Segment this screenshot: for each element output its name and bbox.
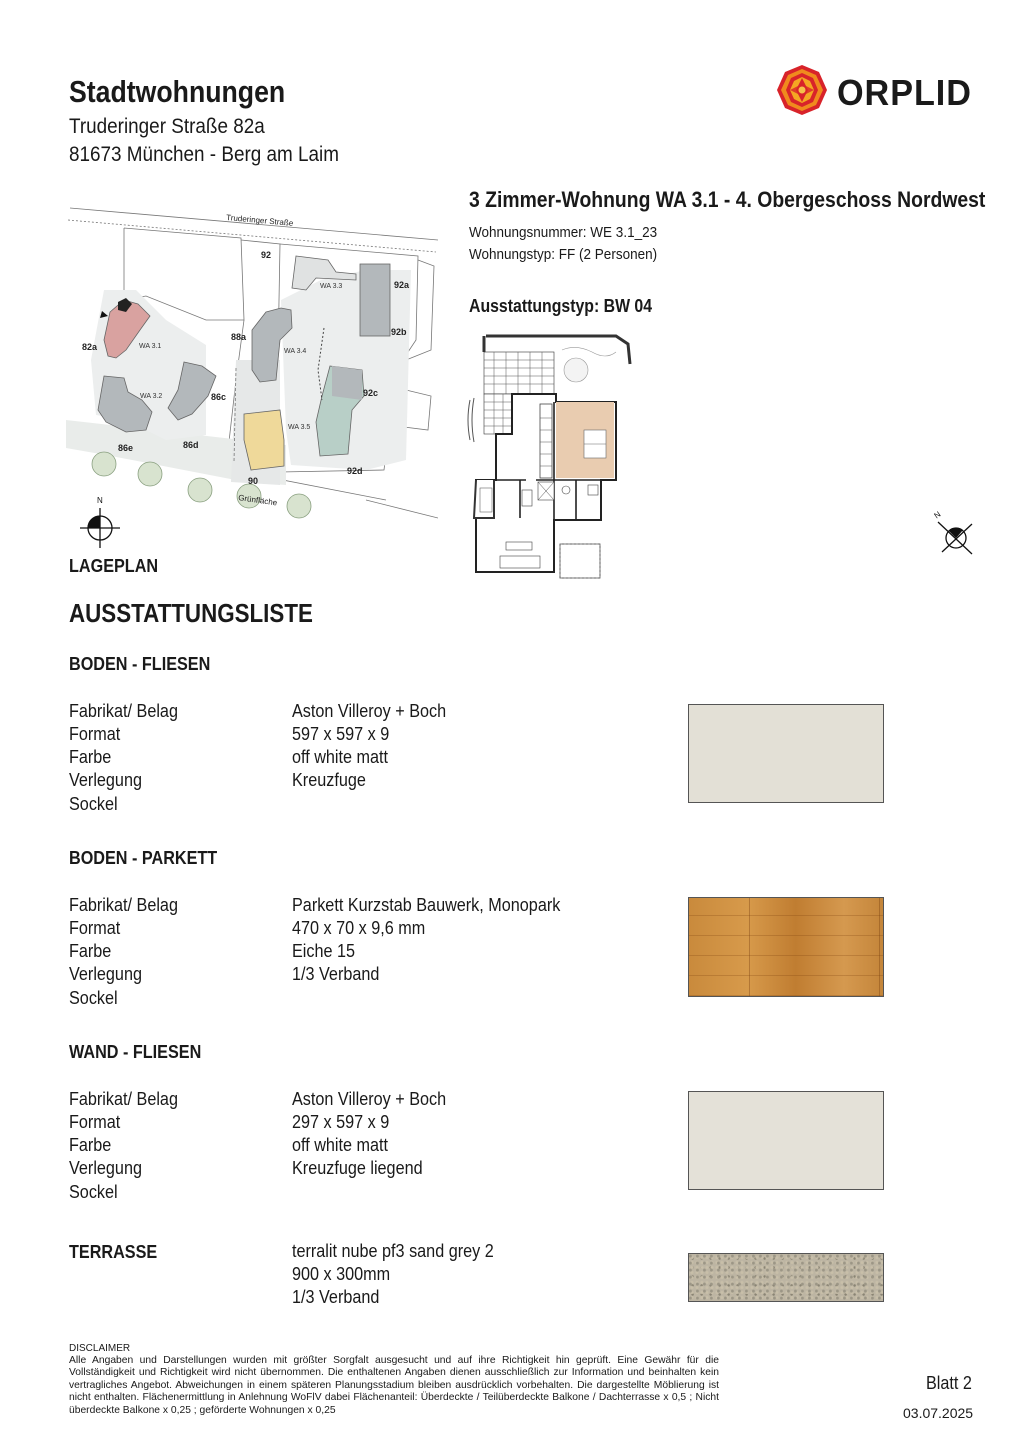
value-format: 470 x 70 x 9,6 mm bbox=[292, 918, 426, 938]
label-format: Format bbox=[69, 724, 121, 744]
brand-name: ORPLID bbox=[837, 72, 972, 113]
sheet-number: Blatt 2 bbox=[926, 1373, 972, 1393]
label-fabrikat: Fabrikat/ Belag bbox=[69, 1089, 178, 1109]
svg-text:WA 3.1: WA 3.1 bbox=[139, 343, 162, 350]
disclaimer-title: DISCLAIMER bbox=[69, 1343, 131, 1354]
svg-text:WA 3.3: WA 3.3 bbox=[320, 283, 343, 290]
label-format: Format bbox=[69, 1112, 121, 1132]
apartment-number: Wohnungsnummer: WE 3.1_23 bbox=[469, 224, 658, 241]
label-sockel: Sockel bbox=[69, 1182, 118, 1202]
svg-text:Grünfläche: Grünfläche bbox=[237, 493, 278, 508]
value-fabrikat: Aston Villeroy + Boch bbox=[292, 1089, 447, 1109]
disclaimer-text: Alle Angaben und Darstellungen wurden mit größter Sorgfalt ausgesucht und auf ihre Richtigkeit hin geprüft. Eine Gewähr für die Vollständigkeit und Richtigkeit wird nicht übernommen. Die enthaltenen Angaben dienen ausschließlich zur Information und beinhalten kein vertragliches Angebot. Abweichungen in einem späteren Planungsstadium bleiben ausdrücklich vorbehalten. Die dargestellte Möblierung ist nicht enthalten. Flächenermittlung in Anlehnung WoFlV dabei Flächenanteil: Überdeckte / Teilüberdeckte Balkone / Dachterrasse x 0,5 ; Nicht überdeckte Balkone x 0,25 ; geförderte Wohnungen x 0,25 bbox=[69, 1355, 719, 1416]
svg-text:WA 3.2: WA 3.2 bbox=[140, 393, 163, 400]
svg-text:86c: 86c bbox=[211, 392, 227, 402]
equipment-list-title: AUSSTATTUNGSLISTE bbox=[69, 598, 313, 628]
value-terrasse-verlegung: 1/3 Verband bbox=[292, 1287, 380, 1307]
equipment-type: Ausstattungstyp: BW 04 bbox=[469, 296, 653, 316]
value-format: 597 x 597 x 9 bbox=[292, 724, 390, 744]
section-title-boden-fliesen: BODEN - FLIESEN bbox=[69, 654, 211, 674]
page-title: Stadtwohnungen bbox=[69, 74, 286, 109]
value-format: 297 x 597 x 9 bbox=[292, 1112, 390, 1132]
address-line-2: 81673 München - Berg am Laim bbox=[69, 143, 339, 166]
terrace-swatch-image bbox=[688, 1253, 884, 1302]
site-plan-map bbox=[66, 200, 438, 530]
site-plan-caption: LAGEPLAN bbox=[69, 556, 159, 576]
svg-text:82a: 82a bbox=[82, 342, 98, 352]
north-compass-icon bbox=[76, 494, 124, 548]
north-orientation-icon bbox=[932, 508, 976, 556]
svg-text:92d: 92d bbox=[347, 466, 363, 476]
svg-text:92c: 92c bbox=[363, 388, 379, 398]
value-farbe: off white matt bbox=[292, 1135, 389, 1155]
label-verlegung: Verlegung bbox=[69, 964, 142, 984]
label-format: Format bbox=[69, 918, 121, 938]
apartment-type: Wohnungstyp: FF (2 Personen) bbox=[469, 246, 658, 263]
value-verlegung: 1/3 Verband bbox=[292, 964, 380, 984]
label-sockel: Sockel bbox=[69, 794, 118, 814]
svg-text:86d: 86d bbox=[183, 440, 199, 450]
svg-text:N: N bbox=[932, 509, 943, 521]
label-fabrikat: Fabrikat/ Belag bbox=[69, 895, 178, 915]
value-farbe: off white matt bbox=[292, 747, 389, 767]
svg-text:WA 3.4: WA 3.4 bbox=[284, 348, 307, 355]
value-farbe: Eiche 15 bbox=[292, 941, 356, 961]
svg-text:86e: 86e bbox=[118, 443, 134, 453]
svg-text:92a: 92a bbox=[394, 280, 410, 290]
floor-plan bbox=[466, 330, 638, 580]
value-fabrikat: Parkett Kurzstab Bauwerk, Monopark bbox=[292, 895, 561, 915]
orplid-logo bbox=[774, 64, 978, 116]
svg-text:WA 3.5: WA 3.5 bbox=[288, 424, 311, 431]
address-line-1: Truderinger Straße 82a bbox=[69, 115, 265, 138]
section-title-wand-fliesen: WAND - FLIESEN bbox=[69, 1042, 202, 1062]
label-verlegung: Verlegung bbox=[69, 770, 142, 790]
value-fabrikat: Aston Villeroy + Boch bbox=[292, 701, 447, 721]
svg-text:92b: 92b bbox=[391, 327, 407, 337]
orplid-mandala-icon bbox=[774, 64, 830, 116]
label-farbe: Farbe bbox=[69, 747, 112, 767]
label-farbe: Farbe bbox=[69, 1135, 112, 1155]
label-verlegung: Verlegung bbox=[69, 1158, 142, 1178]
label-fabrikat: Fabrikat/ Belag bbox=[69, 701, 178, 721]
svg-text:N: N bbox=[97, 496, 103, 505]
wall-tile-swatch-image bbox=[688, 1091, 884, 1190]
svg-text:88a: 88a bbox=[231, 332, 247, 342]
label-sockel: Sockel bbox=[69, 988, 118, 1008]
section-title-terrasse: TERRASSE bbox=[69, 1242, 158, 1262]
document-date: 03.07.2025 bbox=[903, 1405, 974, 1421]
value-verlegung: Kreuzfuge bbox=[292, 770, 366, 790]
svg-text:90: 90 bbox=[248, 476, 259, 486]
svg-text:Truderinger Straße: Truderinger Straße bbox=[225, 213, 294, 228]
value-terrasse-format: 900 x 300mm bbox=[292, 1264, 391, 1284]
value-verlegung: Kreuzfuge liegend bbox=[292, 1158, 423, 1178]
label-farbe: Farbe bbox=[69, 941, 112, 961]
svg-text:92: 92 bbox=[261, 250, 272, 260]
tile-swatch-image bbox=[688, 704, 884, 803]
parquet-swatch-image bbox=[688, 897, 884, 997]
value-terrasse-material: terralit nube pf3 sand grey 2 bbox=[292, 1241, 494, 1261]
apartment-title: 3 Zimmer-Wohnung WA 3.1 - 4. Obergeschoss Nordwest bbox=[469, 187, 986, 212]
section-title-boden-parkett: BODEN - PARKETT bbox=[69, 848, 218, 868]
